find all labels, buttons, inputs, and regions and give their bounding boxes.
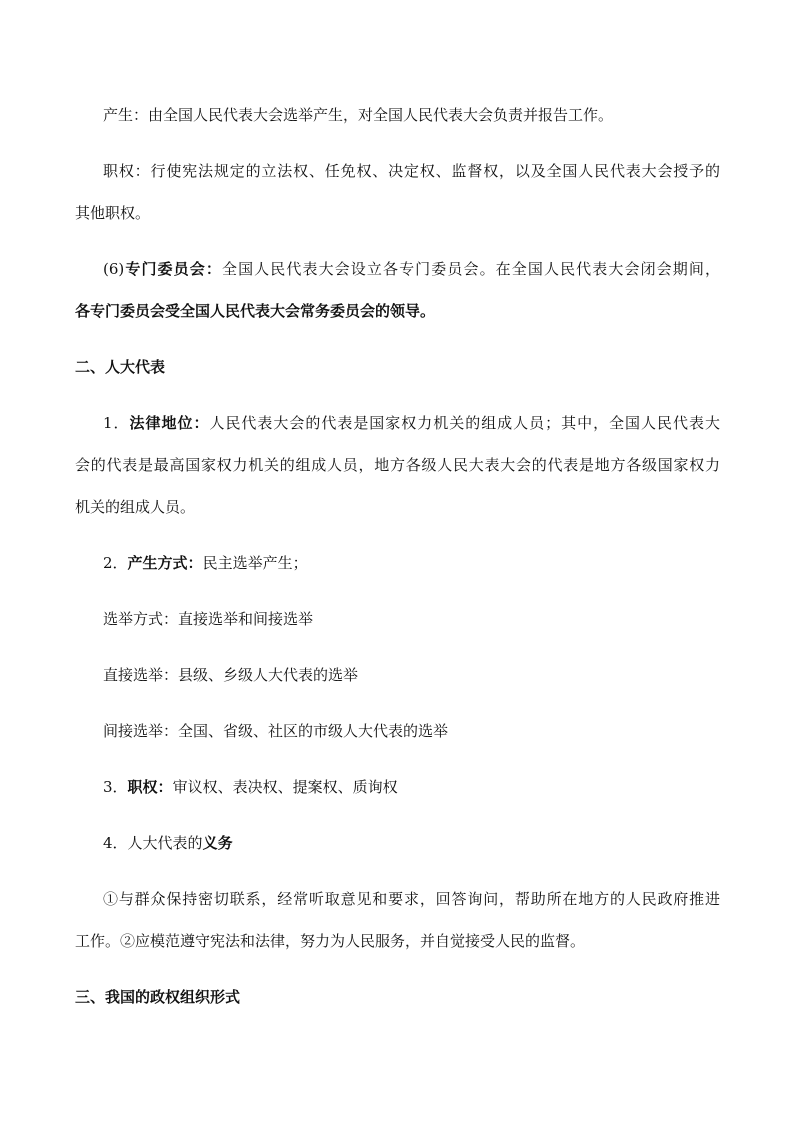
- paragraph-committee: [103, 259, 720, 279]
- section-heading-3: 三、我国的政权组织形式: [75, 988, 241, 1006]
- paragraph-production: [103, 105, 613, 125]
- paragraph-label: 产生：: [103, 106, 149, 124]
- paragraph-text: 民主选举产生；: [202, 554, 308, 572]
- paragraph-duties-detail-line2: 工作。②应模范遵守宪法和法律，努力为人民服务，并自觉接受人民的监督。: [75, 932, 586, 950]
- paragraph-powers-line2: 其他职权。: [75, 204, 151, 222]
- paragraph-number: 1．: [103, 414, 130, 432]
- paragraph-duties-detail-line1: ①与群众保持密切联系，经常听取意见和要求，回答询问，帮助所在地方的人民政府推进: [103, 890, 720, 908]
- paragraph-legal-status-line2: 会的代表是最高国家权力机关的组成人员，地方各级人民大表大会的代表是地方各级国家权力: [75, 456, 720, 474]
- section-heading-2: 二、人大代表: [75, 358, 166, 376]
- paragraph-label: 义务: [202, 834, 233, 852]
- paragraph-number: 4．: [103, 834, 128, 852]
- paragraph-legal-status-line3: 机关的组成人员。: [75, 498, 196, 516]
- paragraph-number: 2．: [103, 554, 128, 572]
- paragraph-number: 3．: [103, 778, 128, 796]
- paragraph-election-types: 选举方式：直接选举和间接选举: [103, 610, 314, 628]
- paragraph-label: 专门委员会：: [124, 260, 222, 278]
- paragraph-indirect-election: 间接选举：全国、省级、社区的市级人大代表的选举: [103, 722, 449, 740]
- paragraph-text: 人大代表的: [127, 834, 203, 852]
- paragraph-label: 职权：: [127, 778, 173, 796]
- paragraph-text: 审议权、表决权、提案权、质询权: [172, 778, 398, 796]
- paragraph-label: 法律地位：: [129, 414, 210, 432]
- paragraph-text: 人民代表大会的代表是国家权力机关的组成人员；其中，全国人民代表大: [209, 414, 720, 432]
- paragraph-text: 由全国人民代表大会选举产生，对全国人民代表大会负责并报告工作。: [148, 106, 614, 124]
- paragraph-powers-line1: 职权：行使宪法规定的立法权、任免权、决定权、监督权，以及全国人民代表大会授予的: [103, 162, 720, 180]
- paragraph-deputy-duties: [103, 833, 233, 853]
- paragraph-legal-status: [103, 413, 720, 433]
- paragraph-text: 全国人民代表大会设立各专门委员会。在全国人民代表大会闭会期间，: [221, 260, 720, 278]
- paragraph-election-method: [103, 553, 308, 573]
- paragraph-deputy-powers: [103, 777, 398, 797]
- paragraph-direct-election: 直接选举：县级、乡级人大代表的选举: [103, 666, 359, 684]
- paragraph-committee-line2: 各专门委员会受全国人民代表大会常务委员会的领导。: [75, 302, 436, 320]
- paragraph-number: (6): [103, 260, 125, 278]
- paragraph-label: 产生方式：: [127, 554, 203, 572]
